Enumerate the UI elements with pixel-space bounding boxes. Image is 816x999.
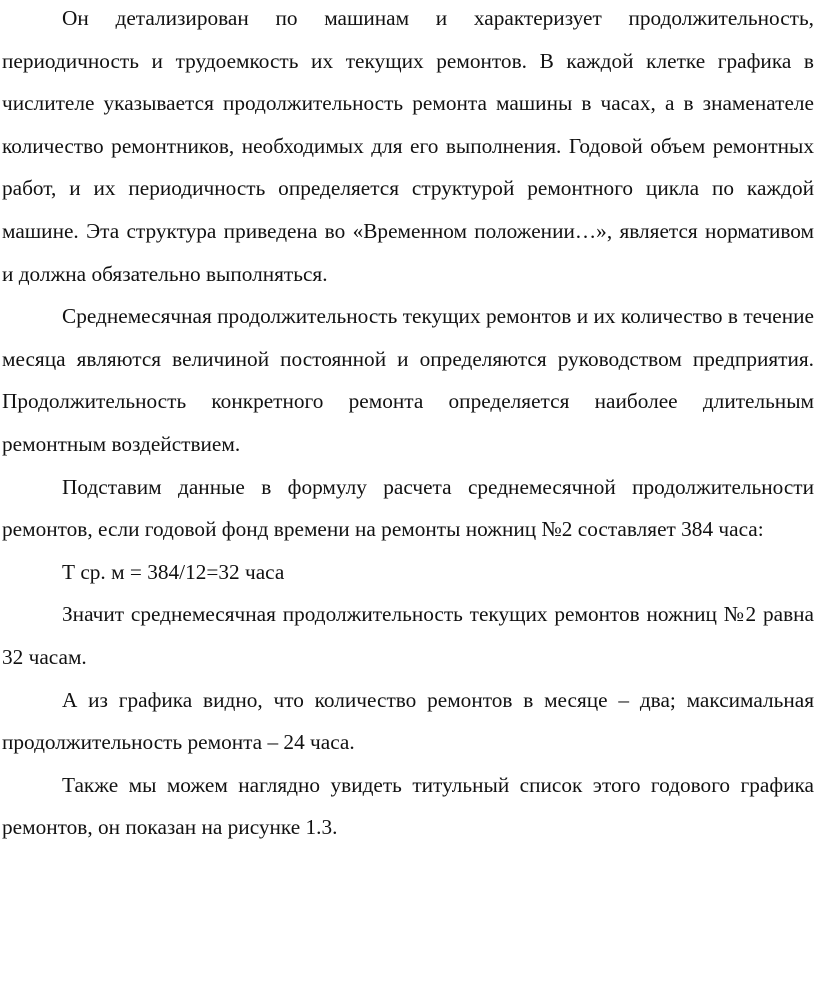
paragraph-formula-substitution: Подставим данные в формулу расчета среднемесячной продолжительности ремонтов, если годовой фонд времени на ремонты ножниц №2 составляет 384 часа: [2, 474, 814, 542]
paragraph-repair-schedule-description: Он детализирован по машинам и характеризует продолжительность, периодичность и трудоемкость их текущих ремонтов. В каждой клетке графика в числителе указывается продолжительность ремонта машины в часах, а в знаменателе количество ремонтников, необходимых для его выполнения. Годовой объем ремонтных работ, и их периодичность определяется структурой ремонтного цикла по каждой машине. Эта структура приведена во «Временном положении…», является нормативом и должна обязательно выполняться. [2, 6, 814, 286]
document-body [2, 0, 814, 849]
paragraph-conclusion: Значит среднемесячная продолжительность текущих ремонтов ножниц №2 равна 32 часам. [2, 602, 814, 669]
paragraph-average-monthly-duration: Среднемесячная продолжительность текущих ремонтов и их количество в течение месяца являются величиной постоянной и определяются руководством предприятия. Продолжительность конкретного ремонта определяется наиболее длительным ремонтным воздействием. [2, 304, 814, 456]
formula-line: Т ср. м = 384/12=32 часа [62, 559, 285, 584]
paragraph-title-list-reference: Также мы можем наглядно увидеть титульный список этого годового графика ремонтов, он показан на рисунке 1.3. [2, 772, 814, 840]
paragraph-repair-count: А из графика видно, что количество ремонтов в месяце – два; максимальная продолжительность ремонта – 24 часа. [2, 687, 814, 755]
